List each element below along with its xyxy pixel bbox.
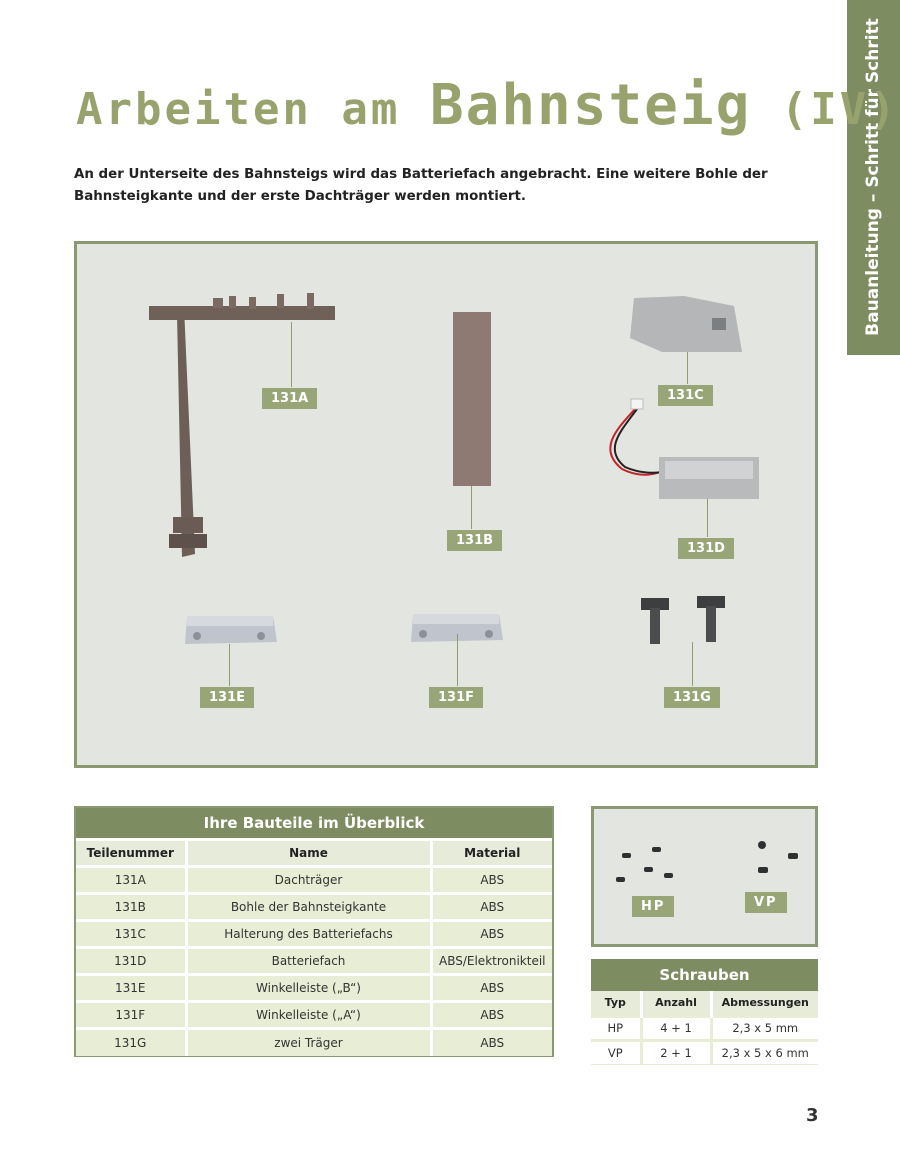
vp-screws [752,837,812,887]
parts-photo [74,241,818,768]
leader-131b [471,486,472,529]
side-tab-text: Bauanleitung – Schritt für Schritt [863,18,883,336]
cell-material: ABS [431,921,552,948]
page-number: 3 [806,1105,819,1126]
parts-table [74,806,554,1057]
cell-name: Bohle der Bahnsteigkante [186,894,431,921]
col-header-type: Typ [591,991,641,1016]
part-131g-supports [637,592,747,648]
col-header-dimensions: Abmessungen [711,991,818,1016]
part-131d-battery-box [597,389,762,504]
label-131a: 131A [262,388,317,409]
label-131d: 131D [678,538,734,559]
cell-part-number: 131F [76,1002,186,1029]
cell-part-number: 131A [76,867,186,894]
label-131b: 131B [447,530,502,551]
part-131b-plank [453,312,491,486]
cell-material: ABS/Elektronikteil [431,948,552,975]
col-header-name: Name [186,840,431,867]
cell-material: ABS [431,894,552,921]
cell-name: zwei Träger [186,1029,431,1056]
table-row [76,894,552,921]
cell-part-number: 131G [76,1029,186,1056]
screws-photo [591,806,818,947]
leader-131e [229,644,230,686]
cell-part-number: 131C [76,921,186,948]
label-131f: 131F [429,687,483,708]
leader-131d [707,499,708,537]
table-row [76,975,552,1002]
part-131a-girder [137,289,357,569]
cell-material: ABS [431,1002,552,1029]
table-row [591,1016,818,1040]
label-131g: 131G [664,687,720,708]
cell-type: VP [591,1040,641,1064]
parts-table-title: Ihre Bauteile im Überblick [76,808,552,838]
cell-count: 4 + 1 [641,1016,711,1040]
screws-table-title: Schrauben [591,959,818,991]
intro-text: An der Unterseite des Bahnsteigs wird das Batteriefach angebracht. Eine weitere Bohle der Bahnsteigkante und der erste Dachträger werden montiert. [74,167,768,204]
leader-131a [291,322,292,387]
cell-dimensions: 2,3 x 5 x 6 mm [711,1040,818,1064]
cell-name: Dachträger [186,867,431,894]
label-131c: 131C [658,385,713,406]
cell-name: Batteriefach [186,948,431,975]
cell-dimensions: 2,3 x 5 mm [711,1016,818,1040]
parts-table-grid [76,838,552,1056]
cell-part-number: 131D [76,948,186,975]
cell-part-number: 131B [76,894,186,921]
label-131e: 131E [200,687,254,708]
cell-material: ABS [431,975,552,1002]
title-part-2: Bahnsteig [429,73,752,138]
cell-count: 2 + 1 [641,1040,711,1064]
title-part-3: (IV) [751,84,899,135]
table-row [76,948,552,975]
table-row [76,867,552,894]
table-row [76,1002,552,1029]
page-title [76,73,899,138]
screws-table-grid [591,991,818,1064]
title-part-1: Arbeiten am [76,84,430,135]
part-131c-holder [622,296,747,356]
leader-131c [687,352,688,384]
leader-131g [692,642,693,686]
table-row [76,921,552,948]
label-vp: VP [745,892,787,913]
col-header-count: Anzahl [641,991,711,1016]
leader-131f [457,634,458,686]
table-row [76,1029,552,1056]
cell-name: Winkelleiste („B“) [186,975,431,1002]
screws-table [591,959,818,1065]
cell-name: Halterung des Batteriefachs [186,921,431,948]
part-131e-angle-strip [181,612,281,648]
cell-material: ABS [431,867,552,894]
cell-material: ABS [431,1029,552,1056]
cell-part-number: 131E [76,975,186,1002]
table-row [591,1040,818,1064]
cell-name: Winkelleiste („A“) [186,1002,431,1029]
col-header-part-number: Teilenummer [76,840,186,867]
hp-screws [612,839,702,889]
label-hp: HP [632,896,674,917]
cell-type: HP [591,1016,641,1040]
col-header-material: Material [431,840,552,867]
